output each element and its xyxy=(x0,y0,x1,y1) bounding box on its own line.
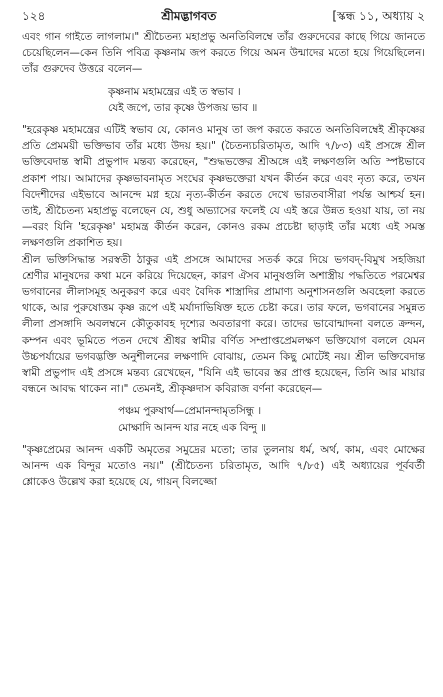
page-number: ১২৪ xyxy=(22,9,46,23)
verse-block-1 xyxy=(22,84,425,116)
section-label: [স্কন্ধ ১১, অধ্যায় ২ xyxy=(332,9,425,23)
verse-block-2 xyxy=(22,403,425,435)
verse-line: যেই জপে, তার কৃষ্ণে উপজয় ভাব ॥ xyxy=(108,101,258,114)
paragraph-commentary: "হরেকৃষ্ণ মহামন্ত্রের এটিই স্বভাব যে, কোনও মানুষ তা জপ করতে করতে অনতিবিলম্বেই শ্রীকৃষ্ণের প্রতি প্রেমময়ী ভক্তিভাব তাঁর মধ্যে উদয় হয়।" (চৈতন্যচরিতামৃত, আদি ৭/৮৩) এই প্রসঙ্গে শ্রীল ভক্তিবেদান্ত স্বামী প্রভুপাদ মন্তব্য করেছেন, "শুদ্ধভক্তের শ্রীঅঙ্গে এই লক্ষণগুলি অতি স্পষ্টভাবে প্রকাশ পায়। আমাদের কৃষ্ণভাবনামৃত সংঘের কৃষ্ণভক্তেরা যখন কীর্তন করে এবং নৃত্য করে, তখন বিদেশীদের এইভাবে আনন্দে মগ্ন হয়ে নৃত্য-কীর্তন করতে দেখে ভারতবাসীরা পর্যন্ত আশ্চর্য হন। তাই, শ্রীচৈতন্য মহাপ্রভু বলেছেন যে, শুধু অভ্যাসের ফলেই যে এই স্তরে উন্নত হওয়া যায়, তা নয়—বরং যিনি 'হরেকৃষ্ণ' মহামন্ত্র কীর্তন করেন, কোনও রকম প্রচেষ্টা ছাড়াই তাঁর মধ্যে এই সমস্ত লক্ষণগুলি প্রকাশিত হয়। xyxy=(22,124,425,250)
page-header xyxy=(22,8,425,24)
verse-line: মোক্ষাদি আনন্দ যার নহে এক বিন্দু ॥ xyxy=(118,421,267,434)
verse-line: পঞ্চম পুরুষার্থ—প্রেমানন্দামৃতসিন্ধু । xyxy=(118,405,262,418)
paragraph-closing: "কৃষ্ণপ্রেমের আনন্দ একটি অমৃতের সমুদ্রের মতো; তার তুলনায় ধর্ম, অর্থ, কাম, এবং মোক্ষের আনন্দ এক বিন্দুর মতোও নয়।" (শ্রীচৈতন্য চরিতামৃত, আদি ৭/৮৫) এই অধ্যায়ের পূর্ববর্তী শ্লোকেও উল্লেখ করা হয়েছে যে, গায়ন্ বিলজ্জো xyxy=(22,443,425,489)
verse-line: কৃষ্ণনাম মহামন্ত্রের এই ত স্বভাব । xyxy=(108,85,241,98)
paragraph-bhaktisiddhanta: শ্রীল ভক্তিসিদ্ধান্ত সরস্বতী ঠাকুর এই প্রসঙ্গে আমাদের সতর্ক করে দিয়ে ভগবদ্-বিমুখ সহজিয়া শ্রেণীর মানুষদের কথা মনে করিয়ে দিয়েছেন, কারণ ঐসব মানুষগুলি অশাস্ত্রীয় পদ্ধতিতে পরমেশ্বর ভগবানের লীলাসমূহ অনুকরণ করে এবং বৈদিক শাস্ত্রাদির প্রামাণ্য অনুশাসনগুলি অবহেলা করতে থাকে, আর পুরুষোত্তম কৃষ্ণ রূপে এই মর্যাদাভিষিক্ত হতে চেষ্টা করে। তার ফলে, ভগবানের সমুন্নত লীলা প্রসঙ্গাদি অবলম্বনে কৌতুকাবহ দৃশ্যের অবতারণা করে। তাদের ভাবোন্মাদনা বলতে ক্রন্দন, কম্পন এবং ভূমিতে পতন দেখে শ্রীধর স্বামীর বর্ণিত সম্প্রাপ্তপ্রেমলক্ষণ ভক্তিযোগ বললে যেমন উচ্চপর্যায়ের ভগবদ্ভক্তি অনুশীলনের লক্ষণাদি বোঝায়, তেমন কিছু মোটেই নয়। শ্রীল ভক্তিবেদান্ত স্বামী প্রভুপাদ এই প্রসঙ্গে মন্তব্য রেখেছেন, "যিনি এই ভাবের স্তর প্রাপ্ত হয়েছেন, তিনি আর মায়ার বন্ধনে আবদ্ধ থাকেন না।" তেমনই, শ্রীকৃষ্ণদাস কবিরাজ বর্ণনা করেছেন— xyxy=(22,253,425,396)
book-title: শ্রীমদ্ভাগবত xyxy=(161,9,217,23)
paragraph-intro: এবং গান গাইতে লাগলাম।" শ্রীচৈতন্য মহাপ্রভু অনতিবিলম্বে তাঁর গুরুদেবের কাছে গিয়ে জানতে চেয়েছিলেন—কেন তিনি পবিত্র কৃষ্ণনাম জপ করতে গিয়ে অমন উন্মাদের মতো হয়ে গিয়েছিলেন। তাঁর গুরুদেব উত্তরে বলেন— xyxy=(22,31,425,76)
